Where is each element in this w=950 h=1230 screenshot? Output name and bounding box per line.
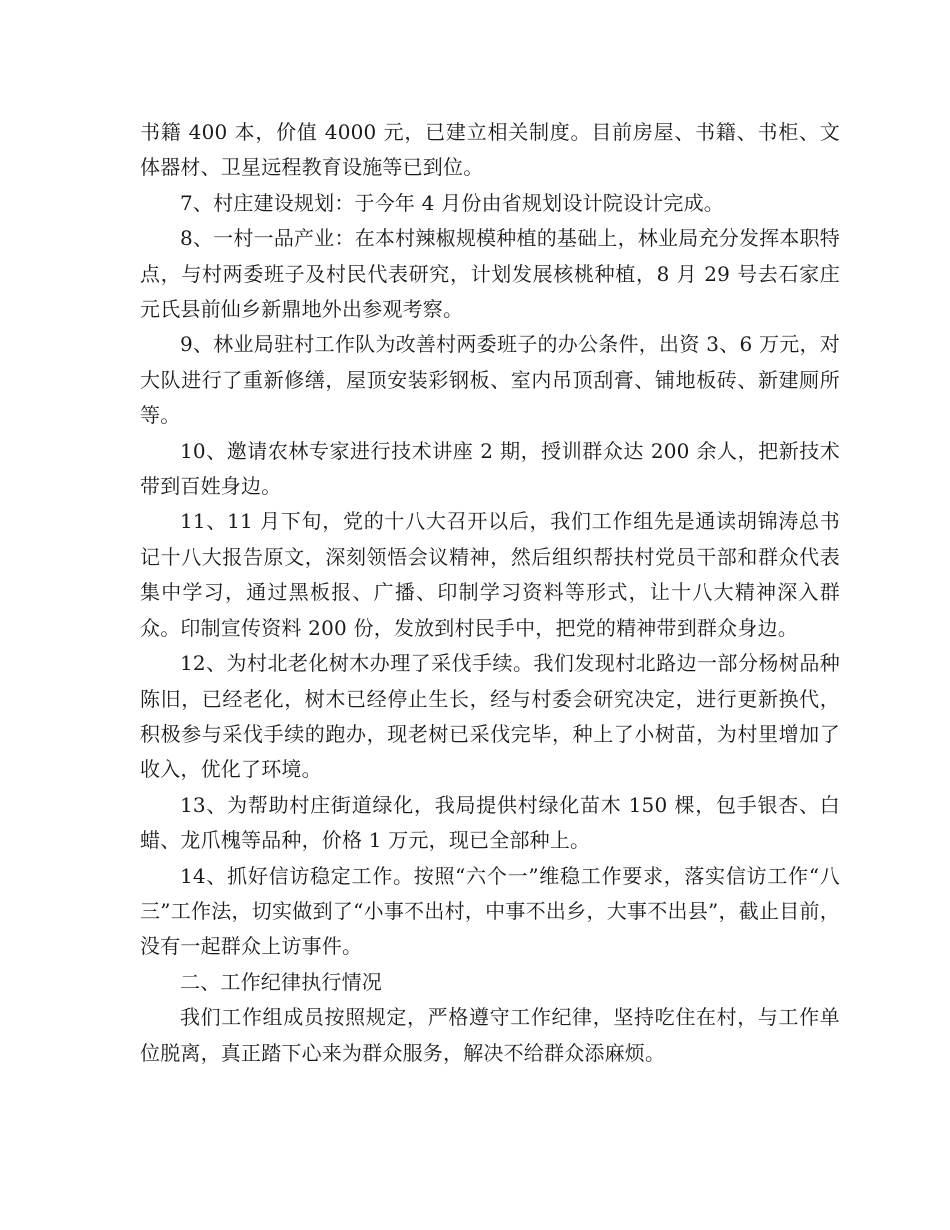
paragraph-item-9-office-renovation: 9、林业局驻村工作队为改善村两委班子的办公条件，出资 3、6 万元，对大队进行了重新修缮，屋顶安装彩钢板、室内吊顶刮膏、铺地板砖、新建厕所等。	[140, 332, 840, 428]
paragraph-work-discipline: 我们工作组成员按照规定，严格遵守工作纪律，坚持吃住在村，与工作单位脱离，真正踏下心来为群众服务，解决不给群众添麻烦。	[140, 1005, 840, 1065]
paragraph-item-10-expert-lectures: 10、邀请农林专家进行技术讲座 2 期，授训群众达 200 余人，把新技术带到百姓身边。	[140, 438, 840, 499]
paragraph-continued-library: 书籍 400 本，价值 4000 元，已建立相关制度。目前房屋、书籍、书柜、文体器材、卫星远程教育设施等已到位。	[140, 120, 840, 180]
paragraph-item-11-congress-study: 11、11 月下旬，党的十八大召开以后，我们工作组先是通读胡锦涛总书记十八大报告原文，深刻领悟会议精神，然后组织帮扶村党员干部和群众代表集中学习，通过黑板报、广播、印制学习资料等形式，让十八大精神深入群众。印制宣传资料 200 份，发放到村民手中，把党的精神带到群众身边。	[140, 509, 840, 640]
section-heading-work-discipline: 二、工作纪律执行情况	[180, 969, 382, 994]
paragraph-item-14-petition-stability: 14、抓好信访稳定工作。按照“六个一”维稳工作要求，落实信访工作“八三”工作法，切实做到了“小事不出村，中事不出乡，大事不出县”，截止目前，没有一起群众上访事件。	[140, 863, 840, 959]
paragraph-item-8-one-village-one-product: 8、一村一品产业：在本村辣椒规模种植的基础上，林业局充分发挥本职特点，与村两委班子及村民代表研究，计划发展核桃种植，8 月 29 号去石家庄元氏县前仙乡新鼎地外出参观考察。	[140, 226, 840, 322]
paragraph-item-12-tree-felling: 12、为村北老化树木办理了采伐手续。我们发现村北路边一部分杨树品种陈旧，已经老化，树木已经停止生长，经与村委会研究决定，进行更新换代，积极参与采伐手续的跑办，现老树已采伐完毕，种上了小树苗，为村里增加了收入，优化了环境。	[140, 651, 840, 782]
paragraph-item-7-village-planning: 7、村庄建设规划：于今年 4 月份由省规划设计院设计完成。	[180, 190, 724, 215]
document-body	[140, 115, 840, 1071]
paragraph-item-13-street-greening: 13、为帮助村庄街道绿化，我局提供村绿化苗木 150 棵，包手银杏、白蜡、龙爪槐等品种，价格 1 万元，现已全部种上。	[140, 792, 840, 853]
